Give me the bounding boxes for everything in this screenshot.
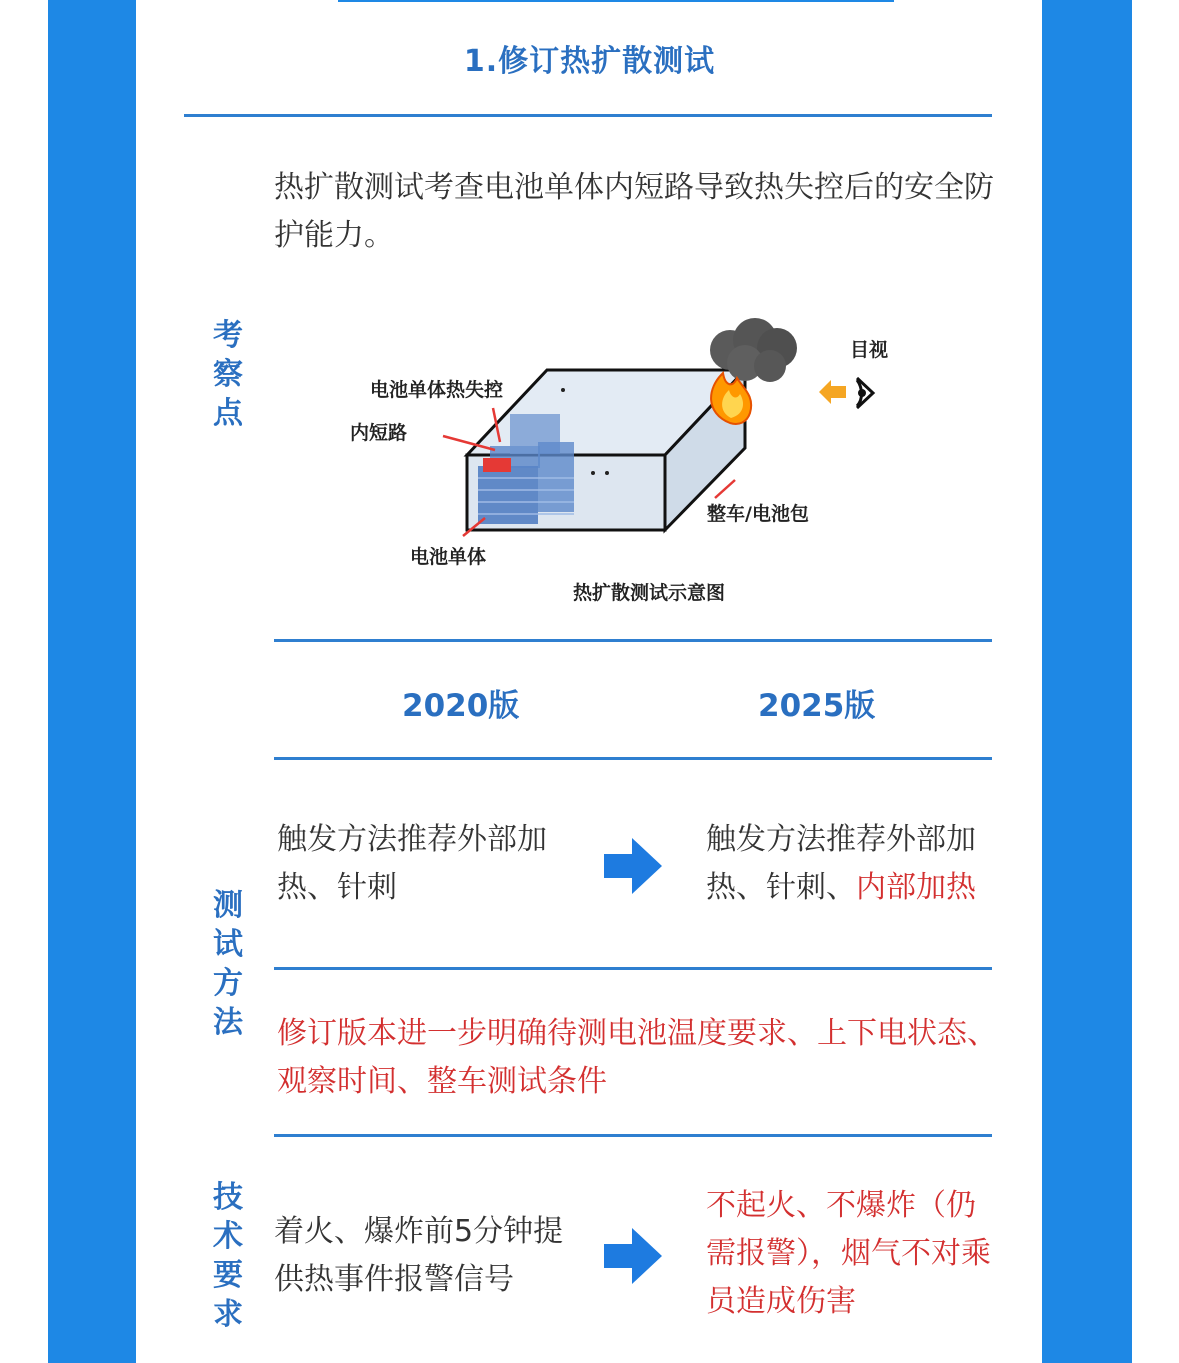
divider-above-versions — [274, 639, 992, 642]
thermal-diffusion-diagram — [345, 318, 905, 618]
label-vehicle-pack: 整车/电池包 — [707, 503, 809, 525]
method-2020-text: 触发方法推荐外部加热、针刺 — [277, 822, 547, 905]
section-title: 1.修订热扩散测试 — [463, 44, 716, 79]
right-side-bar — [1042, 0, 1132, 1363]
top-divider — [338, 0, 894, 2]
arrow-left-icon — [819, 380, 846, 404]
divider-method — [274, 967, 992, 970]
eye-icon — [857, 378, 873, 408]
method-revision-note: 修订版本进一步明确待测电池温度要求、上下电状态、观察时间、整车测试条件 — [277, 1016, 997, 1099]
label-battery-cell: 电池单体 — [410, 546, 487, 568]
intro-text: 热扩散测试考查电池单体内短路导致热失控后的安全防护能力。 — [274, 170, 994, 253]
version-2025: 2025版 — [758, 688, 876, 724]
divider-below-versions — [274, 757, 992, 760]
label-inspect-point: 考察点 — [213, 318, 243, 431]
label-internal-short: 内短路 — [350, 422, 408, 444]
title-underline — [184, 114, 992, 117]
requirement-2020-text: 着火、爆炸前5分钟提供热事件报警信号 — [274, 1214, 564, 1297]
arrow-right-icon — [602, 836, 664, 896]
left-side-bar — [48, 0, 136, 1363]
pointer-pack — [715, 480, 735, 498]
label-test-method: 测试方法 — [213, 888, 243, 1040]
divider-requirement — [274, 1134, 992, 1137]
requirement-2025-text: 不起火、不爆炸（仍需报警），烟气不对乘员造成伤害 — [706, 1188, 991, 1319]
diagram-caption: 热扩散测试示意图 — [573, 582, 726, 604]
method-2025-text — [706, 816, 1002, 912]
label-cell-runaway: 电池单体热失控 — [370, 379, 504, 401]
short-circuit-cell — [483, 458, 511, 472]
method-2025-highlight: 内部加热 — [856, 870, 976, 905]
arrow-right-icon-2 — [602, 1226, 664, 1286]
version-2020: 2020版 — [402, 688, 520, 724]
label-visual: 目视 — [850, 339, 889, 361]
label-tech-requirement: 技术要求 — [213, 1180, 243, 1332]
method-2025-base: 触发方法推荐外部加热、针刺、 — [706, 822, 976, 905]
